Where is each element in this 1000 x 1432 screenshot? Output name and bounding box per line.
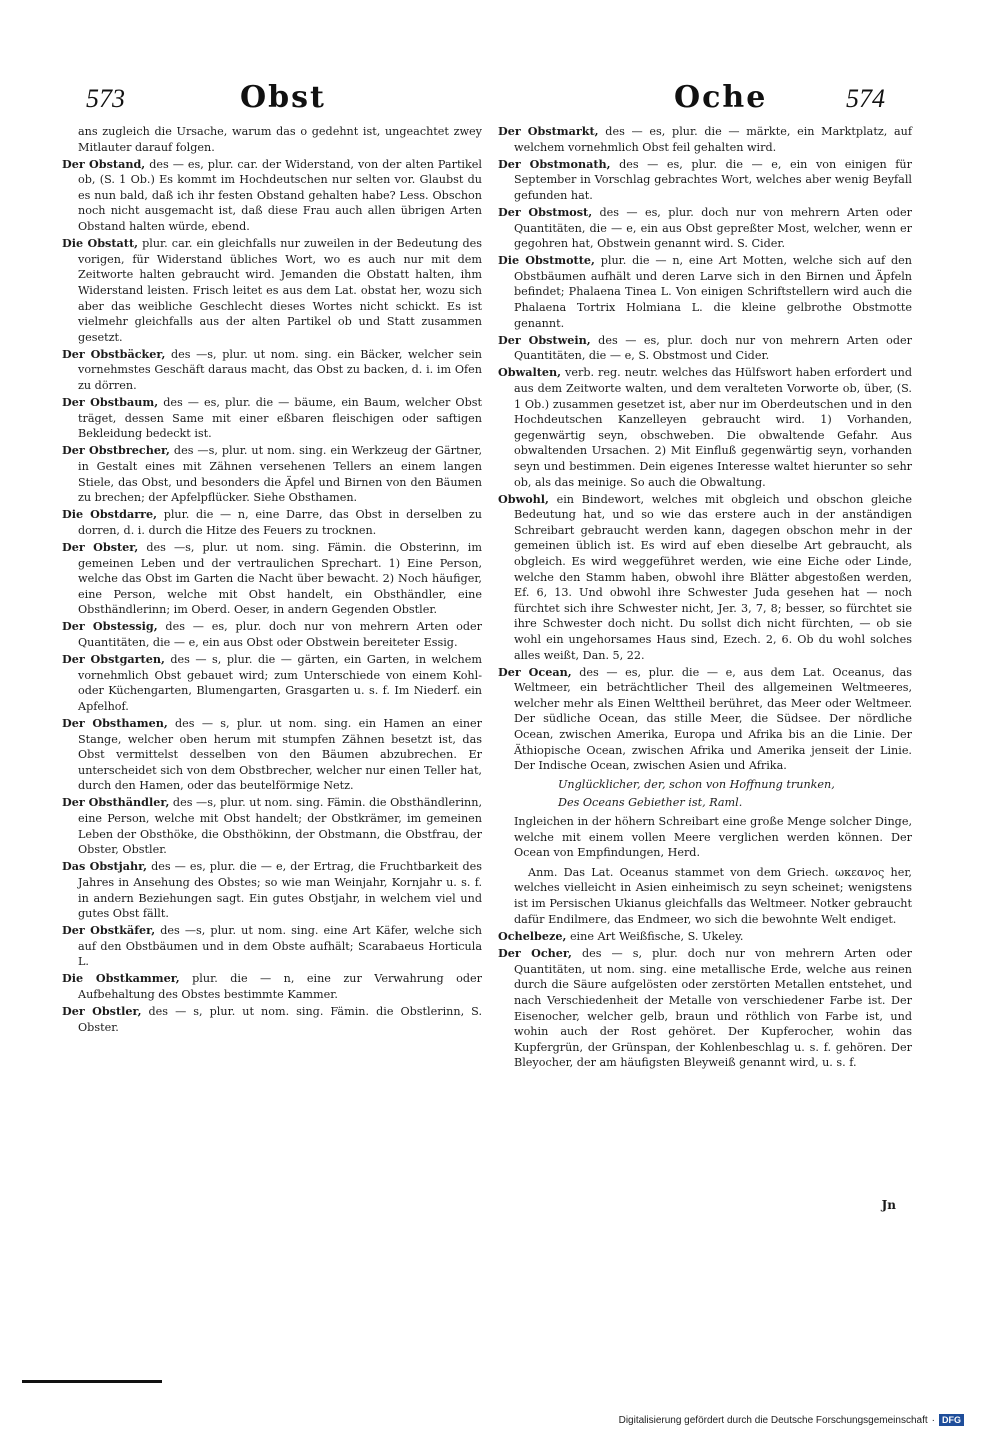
entry-text: des — es, plur. die — e, aus dem Lat. Oceanus, das Weltmeer, ein beträchtlicher Theil des allgemeinen Weltmeeres, welcher mehr als Einen Welttheil berühret, das Meer oder Weltmeer. Der südliche Ocean, das stille Meer, die Südsee. Der nördliche Ocean, zwischen Amerika, Europa und Afrika bis an die Linie. Der Äthiopische Ocean, zwischen Afrika und Amerika jenseit der Linie. Der Indische Ocean, zwischen Asien und Afrika. — [514, 665, 912, 773]
dictionary-entry — [498, 253, 912, 331]
entry-text: des — es, plur. doch nur von mehrern Arten oder Quantitäten, die — e, ein aus Obst oder Obstwein bereiteter Essig. — [78, 620, 482, 649]
page-number-left: 573 — [86, 84, 125, 113]
entry-text: des —s, plur. ut nom. sing. Fämin. die Obsthändlerinn, eine Person, welche mit Obst handelt; der Obstkrämer, im gemeinen Leben der Obsthöke, die Obsthökinn, der Obstmann, die Obstfrau, der Obster, Obstler. — [78, 796, 483, 857]
entry-text: des — es, plur. die — bäume, ein Baum, welcher Obst träget, dessen Same mit einer eßbaren fleischigen oder saftigen Bekleidung bedeckt ist. — [78, 396, 482, 441]
dictionary-entry — [498, 946, 912, 1071]
entry-text: plur. die — n, eine Art Motten, welche sich auf den Obstbäumen aufhält und deren Larve sich in den Birnen und Äpfeln befindet; Phalaena Tinea L. Von einigen Schriftstellern wird auch die Phalaena Tortrix Holmiana L. die kleine gelbrothe Obstmotte genannt. — [514, 254, 912, 330]
entry-text: des — es, plur. car. der Widerstand, von der alten Partikel ob, (S. 1 Ob.) Es kommt im Hochdeutschen nur selten vor. Glaubst du es nun bald, daß ich ihr festen Obstand gehalten habe? Less. Obschon noch nicht ausgemacht ist, daß diese Frau auch allen übrigen Arten Obstand halten würde, ebend. — [78, 157, 482, 234]
dictionary-entry — [498, 929, 912, 945]
dictionary-entry — [62, 124, 482, 155]
entry-text: des — es, plur. doch nur von mehrern Arten oder Quantitäten, die — e, ein aus Obst gepreßter Most, welcher, wenn er gegohren hat, Obstwein genannt wird. S. Cider. — [514, 205, 912, 251]
entry-continuation: Ingleichen in der höhern Schreibart eine große Menge solcher Dinge, welche mit einem vollen Meere verglichen werden können. Der Ocean von Empfindungen, Herd. — [514, 815, 912, 860]
dictionary-entry — [498, 333, 912, 364]
entry-text: des — s, plur. ut nom. sing. ein Hamen an einer Stange, welcher oben herum mit stumpfen Zähnen besetzt ist, das Obst vermittelst desselben von den Bäumen abzubrechen. Er unterscheidet sich von dem Obstbrecher, welcher nur einen Teller hat, durch den Hamen, oder das beutelförmige Netz. — [78, 716, 482, 793]
entry-text: des —s, plur. ut nom. sing. eine Art Käfer, welche sich auf den Obstbäumen und in dem Obste aufhält; Scarabaeus Horticula L. — [78, 924, 482, 969]
dictionary-entry — [62, 795, 482, 857]
entry-text: des — es, plur. die — e, der Ertrag, die Fruchtbarkeit des Jahres in Ansehung des Obstes; so wie man Weinjahr, Kornjahr u. s. f. in andern Beziehungen sagt. Ein gutes Obstjahr, in welchem viel und gutes Obst fällt. — [78, 860, 482, 921]
entry-headword: Der Obstbaum, — [62, 395, 159, 410]
entry-headword: Ochelbeze, — [498, 929, 567, 944]
entry-headword: Der Obstkäfer, — [62, 923, 156, 938]
catchword: Jn — [881, 1198, 896, 1212]
entry-text: plur. die — n, eine Darre, das Obst in derselben zu dorren, d. i. durch die Hitze des Feuers zu trocknen. — [78, 508, 482, 537]
entry-headword: Der Obstbrecher, — [62, 443, 170, 458]
running-head-right: Oche — [674, 80, 768, 115]
entry-text: des —s, plur. ut nom. sing. ein Bäcker, welcher sein vornehmstes Geschäft daraus macht, das Obst zu backen, d. i. im Ofen zu dörren. — [78, 347, 482, 392]
verse-quote-line: Des Oceans Gebiether ist, Raml. — [558, 796, 743, 810]
entry-text: ans zugleich die Ursache, warum das o gedehnt ist, ungeachtet zwey Mitlauter darauf folgen. — [78, 125, 482, 154]
entry-text: des — es, plur. doch nur von mehrern Arten oder Quantitäten, die — e, S. Obstmost und Cider. — [514, 333, 912, 363]
dictionary-entry — [62, 1004, 482, 1035]
entry-headword: Die Obstdarre, — [62, 507, 157, 522]
entry-text: ein Bindewort, welches mit obgleich und obschon gleiche Bedeutung hat, und so wie das erstere auch in der anständigen Schreibart gebraucht werden kann, dagegen obschon mehr in der gemeinen üblich ist. Es wird auf eben dieselbe Art gebraucht, als obgleich. Es wird weggeführet werden, wie eine Eiche oder Linde, welche den Stamm haben, obwohl ihre Blätter abgestoßen werden, Ef. 6, 13. Und obwohl ihre Schwester Juda gesehen hat — noch fürchtet sich ihre Schwester nicht, Jer. 3, 7, 8; besser, so fürchtet sie ihre Schwester doch nicht. Du sollst dich nicht fürchten, — ob sie wohl ein ungehorsames Haus sind, Ezech. 2, 6. Ob du wohl solches alles weißt, Dan. 5, 22. — [514, 492, 913, 662]
annotation-note: Anm. Das Lat. Oceanus stammet von dem Griech. ωκεανος her, welches vielleicht in Asien einheimisch zu seyn scheinet; wenigstens ist im Persischen Ukianus gleichfalls das Weltmeer. Notker gebraucht dafür Endilmere, das Endmeer, wo sich die bewohnte Welt endiget. — [514, 865, 912, 926]
entry-text: des — es, plur. die — märkte, ein Marktplatz, auf welchem vornehmlich Obst feil gehalten wird. — [514, 125, 913, 154]
digitization-footer: Digitalisierung gefördert durch die Deutsche Forschungsgemeinschaft · DFG — [619, 1414, 964, 1426]
footer-text: Digitalisierung gefördert durch die Deutsche Forschungsgemeinschaft — [618, 1414, 928, 1426]
dictionary-entry — [498, 665, 912, 774]
footer-rule — [22, 1380, 162, 1383]
dictionary-entry — [62, 540, 482, 618]
entry-text: verb. reg. neutr. welches das Hülfswort haben erfordert und aus dem Zeitworte walten, und dem veralteten Vorworte ob, über, (S. 1 Ob.) zusammen gesetzet ist, aber nur im Oberdeutschen und in den Hochdeutschen Kanzelleyen gebraucht wird. 1) Vorhanden, gegenwärtig seyn, obschweben. Die obwaltende Gefahr. Aus obwaltenden Ursachen. 2) Mit Einfluß gegenwärtig seyn, vorhanden seyn und bestimmen. Dein eigenes Interesse waltet hierunter so sehr ob, als das meinige. So auch die Obwaltung. — [514, 366, 912, 489]
entry-headword: Der Obstbäcker, — [62, 346, 166, 361]
entry-headword: Der Obstmost, — [498, 204, 593, 219]
entry-text: des — s, plur. doch nur von mehrern Arten oder Quantitäten, ut nom. sing. eine metallische Erde, welche aus reinen durch die Säure aufgelösten oder zerstörten Metallen entstehet, und nach Verschiedenheit der Metalle von verschiedener Farbe ist. Der Eisenocher, welcher gelb, braun und röthlich von Farbe ist, und wohin auch der Rost gehöret. Der Kupferocher, wohin das Kupfergrün, der Grünspan, der Kohlenbeschlag u. s. f. gehören. Der Bleyocher, der am häufigsten Bleyweiß genannt wird, u. s. f. — [514, 947, 912, 1070]
dictionary-entry — [62, 236, 482, 345]
dictionary-entry — [62, 347, 482, 394]
entry-headword: Die Obstatt, — [62, 236, 139, 251]
entry-headword: Der Obstler, — [62, 1004, 142, 1019]
entry-headword: Der Ocean, — [498, 664, 572, 679]
dictionary-entry — [62, 652, 482, 714]
entry-headword: Der Ocher, — [498, 946, 572, 961]
page-number-right: 574 — [846, 84, 885, 113]
dictionary-entry — [62, 395, 482, 442]
left-column — [62, 124, 482, 1037]
dictionary-entry — [62, 443, 482, 505]
entry-headword: Der Obster, — [62, 539, 139, 554]
entry-headword: Das Obstjahr, — [62, 859, 148, 874]
entry-headword: Der Obstwein, — [498, 332, 591, 347]
entry-headword: Der Obstmarkt, — [498, 124, 599, 138]
entry-text: eine Art Weißfische, S. Ukeley. — [569, 930, 744, 944]
entry-headword: Die Obstmotte, — [498, 253, 595, 268]
running-head-left: Obst — [240, 80, 326, 115]
entry-text: plur. die — n, eine zur Verwahrung oder Aufbehaltung des Obstes bestimmte Kammer. — [78, 972, 482, 1002]
dfg-logo: DFG — [939, 1414, 964, 1426]
entry-headword: Obwalten, — [498, 365, 562, 380]
dictionary-entry — [62, 157, 482, 235]
entry-text: plur. car. ein gleichfalls nur zuweilen in der Bedeutung des vorigen, für Widerstand übliches Wort, wo es auch nur mit dem Zeitworte halten gebraucht wird. Jemanden die Obstatt halten, ihm Widerstand leisten. Frisch leitet es aus dem Lat. obstat her, wozu sich aber das weibliche Geschlecht dieses Wortes nicht schickt. Es ist vielmehr gleichfalls aus der alten Partikel ob und Statt zusammen gesetzt. — [78, 237, 482, 344]
entry-headword: Der Obsthamen, — [62, 715, 168, 730]
dictionary-entry — [498, 124, 912, 155]
dictionary-entry — [498, 365, 912, 490]
dictionary-entry — [62, 923, 482, 970]
dictionary-entry — [498, 492, 912, 664]
dictionary-entry — [62, 859, 482, 921]
dictionary-entry — [498, 157, 912, 204]
entry-text: des —s, plur. ut nom. sing. Fämin. die Obsterinn, im gemeinen Leben und der vertraulichen Sprechart. 1) Eine Person, welche das Obst im Garten die Nacht über bewacht. 2) Noch häufiger, eine Person, welche mit Obst handelt, ein Obsthändler, eine Obsthändlerinn; im Oberd. Oeser, in andern Gegenden Obstler. — [78, 540, 482, 617]
entry-headword: Der Obstand, — [62, 156, 146, 171]
entry-headword: Der Obstgarten, — [62, 652, 165, 667]
dictionary-entry — [62, 507, 482, 538]
entry-text: des — s, plur. ut nom. sing. Fämin. die Obstlerinn, S. Obster. — [78, 1005, 482, 1034]
entry-text: des — es, plur. die — e, ein von einigen für September in Vorschlag gebrachtes Wort, welches aber wenig Beyfall gefunden hat. — [514, 157, 912, 202]
entry-headword: Die Obstkammer, — [62, 971, 180, 986]
dictionary-entry — [62, 716, 482, 794]
verse-quote-line: Unglücklicher, der, schon von Hoffnung trunken, — [558, 777, 835, 791]
dictionary-entry — [498, 205, 912, 252]
entry-headword: Obwohl, — [498, 491, 549, 506]
entry-text: des —s, plur. ut nom. sing. ein Werkzeug der Gärtner, in Gestalt eines mit Zähnen versehenen Tellers an einem langen Stiele, das Obst, und besonders die Äpfel und Birnen von den Bäumen zu brechen; der Apfelpflücker. Siehe Obsthamen. — [78, 444, 482, 505]
dictionary-entry — [62, 971, 482, 1002]
dictionary-entry — [62, 619, 482, 650]
entry-headword: Der Obstmonath, — [498, 156, 611, 171]
entry-text: des — s, plur. die — gärten, ein Garten, in welchem vornehmlich Obst gebauet wird; zum Unterschiede von einem Kohl- oder Küchengarten, Blumengarten, Grasgarten u. s. f. Im Niederf. ein Apfelhof. — [78, 653, 482, 713]
entry-headword: Der Obsthändler, — [62, 795, 170, 810]
right-column — [498, 124, 912, 1073]
entry-headword: Der Obstessig, — [62, 619, 158, 634]
